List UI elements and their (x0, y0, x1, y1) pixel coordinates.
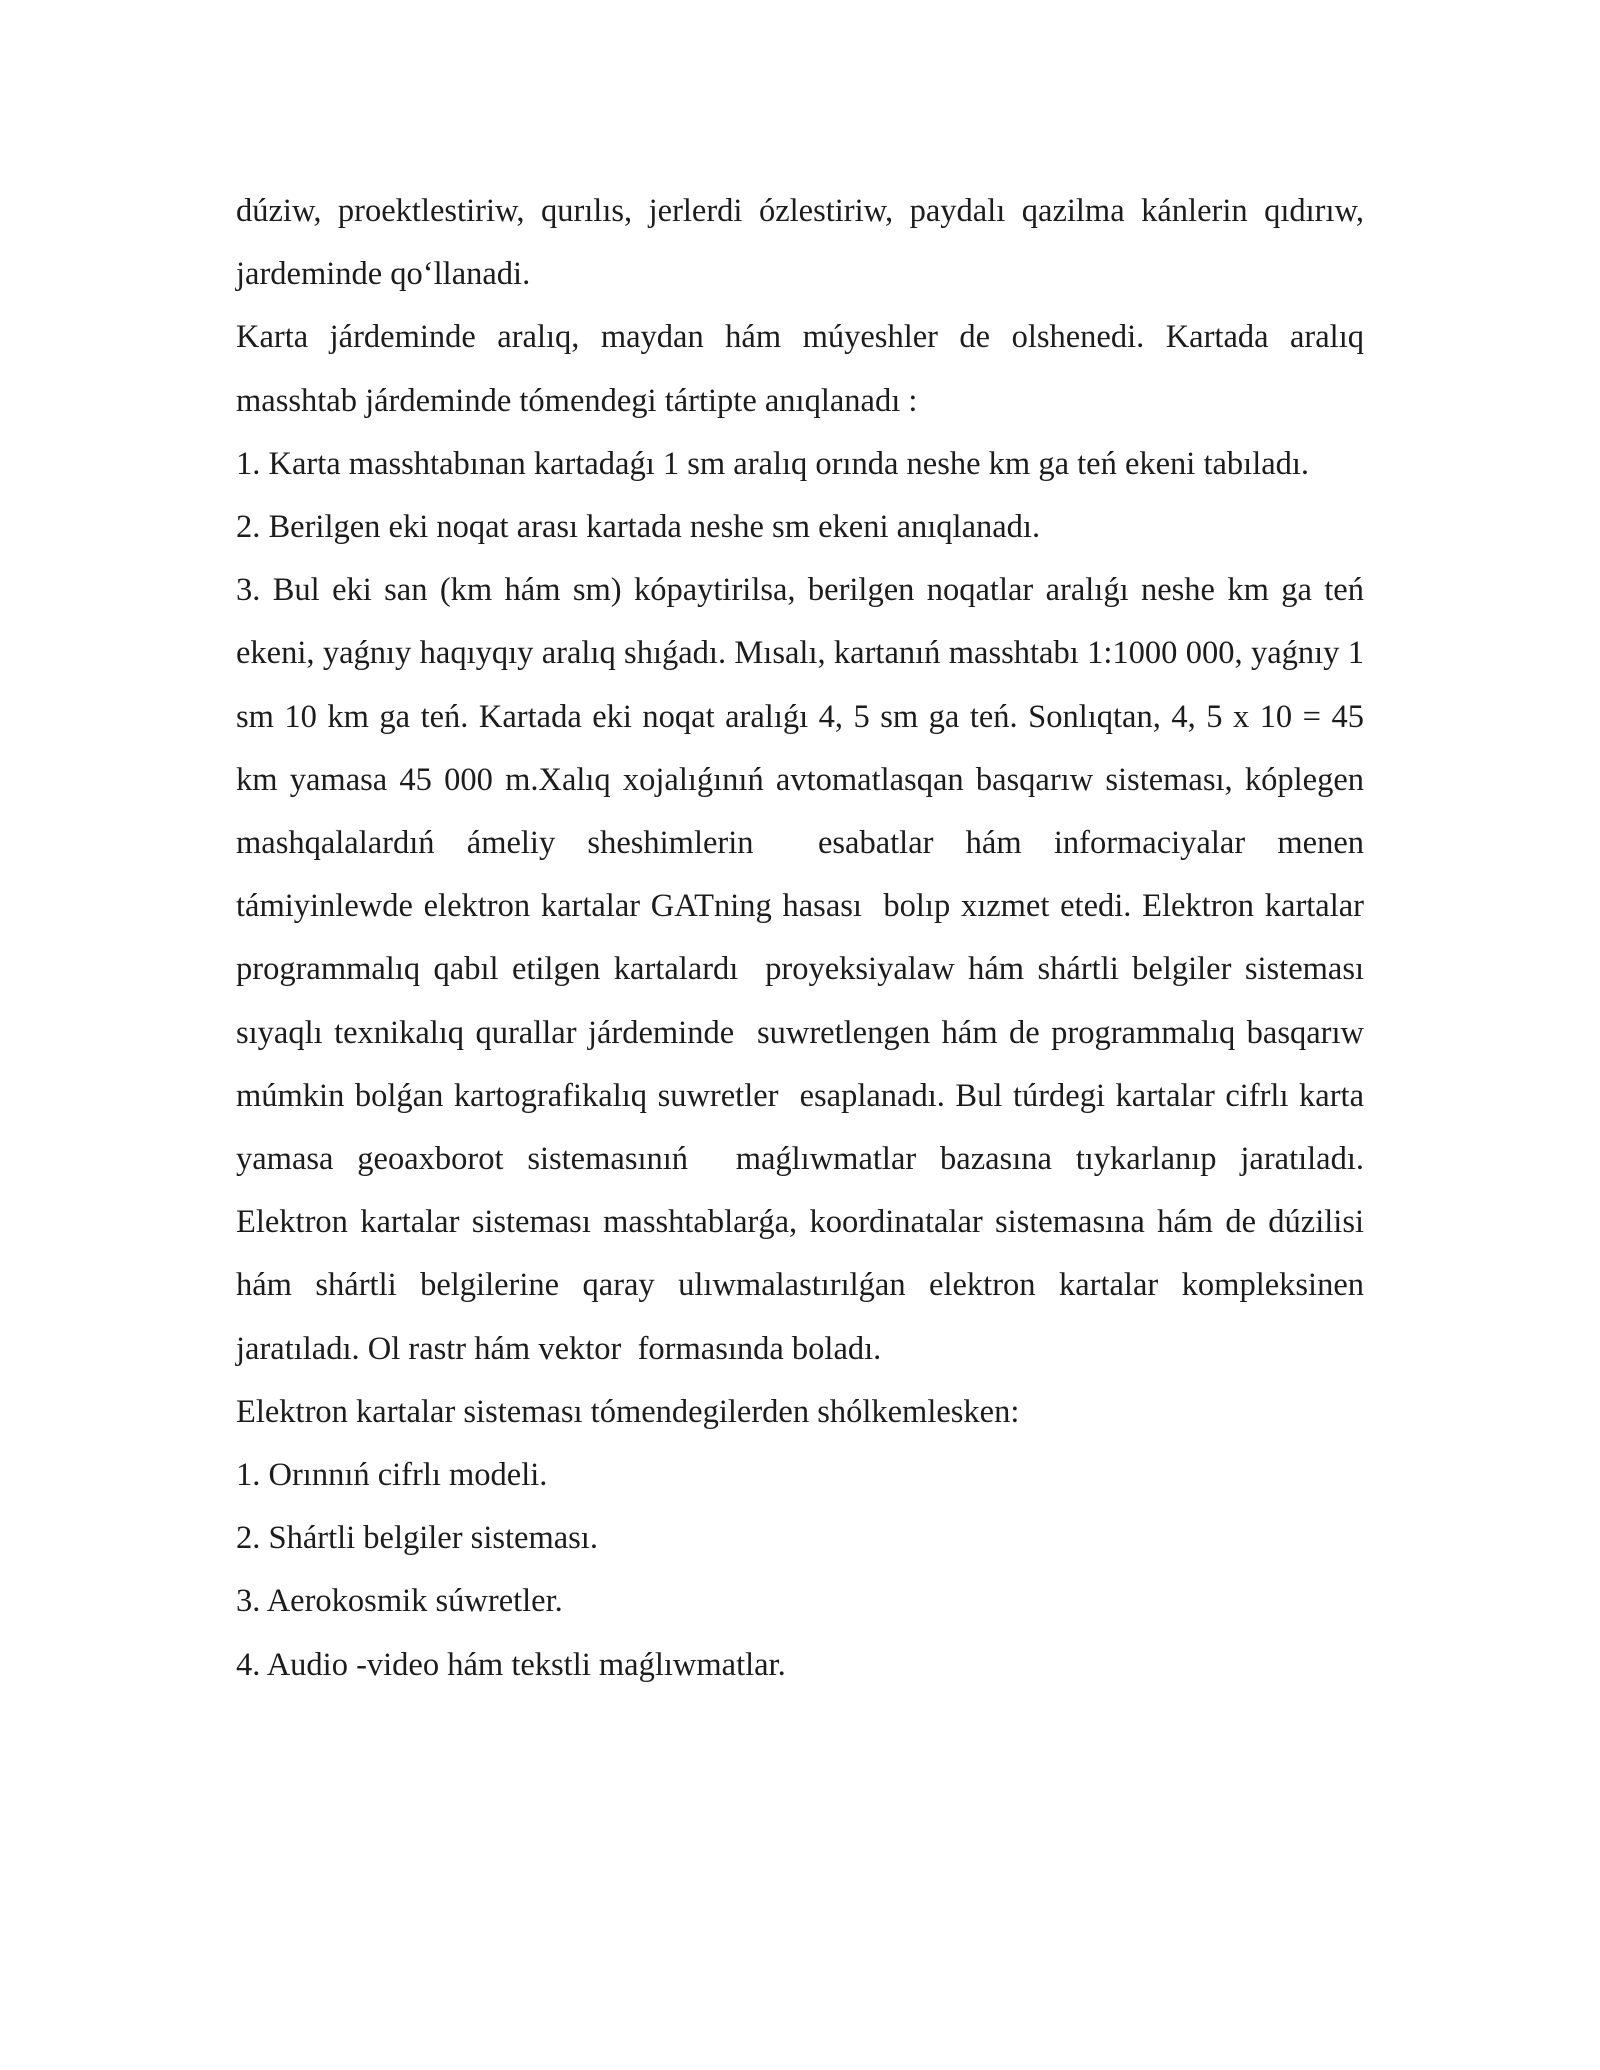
list-item: 1. Orınnıń cifrlı modeli. (236, 1457, 548, 1494)
paragraph-intro-continuation: dúziw, proektlestiriw, qurılıs, jerlerdi ózlestiriw, paydalı qazilma kánlerin qıdırıw, jardeminde qo‘llanadi. (236, 193, 1373, 293)
paragraph-step-2: 2. Berilgen eki noqat arası kartada neshe sm ekeni anıqlanadı. (236, 509, 1041, 546)
document-page (236, 180, 1373, 1697)
list-item: 4. Audio -video hám tekstli maǵlıwmatlar. (236, 1646, 786, 1683)
paragraph-system-components-intro: Elektron kartalar sisteması tómendegilerden shólkemlesken: (236, 1393, 1020, 1430)
paragraph-step-1: 1. Karta masshtabınan kartadaǵı 1 sm aralıq orında neshe km ga teń ekeni tabıladı. (236, 445, 1310, 482)
paragraph-distance-measurement: Karta járdeminde aralıq, maydan hám múyeshler de olshenedi. Kartada aralıq masshtab járdeminde tómendegi tártipte anıqlanadı : (236, 319, 1373, 419)
list-item: 3. Aerokosmik súwretler. (236, 1583, 563, 1620)
paragraph-step-3-electronic-maps: 3. Bul eki san (km hám sm) kópaytirilsa, berilgen noqatlar aralıǵı neshe km ga teń ekeni, yaǵnıy haqıyqıy aralıq shıǵadı. Mısalı, kartanıń masshtabı 1:1000 000, yaǵnıy 1 sm 10 km ga teń. Kartada eki noqat aralıǵı 4, 5 sm ga teń. Sonlıqtan, 4, 5 x 10 = 45 km yamasa 45 000 m.Xalıq xojalıǵınıń avtomatlasqan basqarıw sisteması, kóplegen mashqalalardıń ámeliy sheshimlerin esabatlar hám informaciyalar menen támiyinlewde elektron kartalar GATning hasası bolıp xızmet etedi. Elektron kartalar programmalıq qabıl etilgen kartalardı proyeksiyalaw hám shártli belgiler sisteması sıyaqlı texnikalıq qurallar járdeminde suwretlengen hám de programmalıq basqarıw múmkin bolǵan kartografikalıq suwretler esaplanadı. Bul túrdegi kartalar cifrlı karta yamasa geoaxborot sistemasınıń maǵlıwmatlar bazasına tıykarlanıp jaratıladı. Elektron kartalar sisteması masshtablarǵa, koordinatalar sistemasına hám de dúzilisi hám shártli belgilerine qaray ulıwmalastırılǵan elektron kartalar kompleksinen jaratıladı. Ol rastr hám vektor formasında boladı. (236, 572, 1373, 1367)
list-item: 2. Shártli belgiler sisteması. (236, 1520, 598, 1557)
